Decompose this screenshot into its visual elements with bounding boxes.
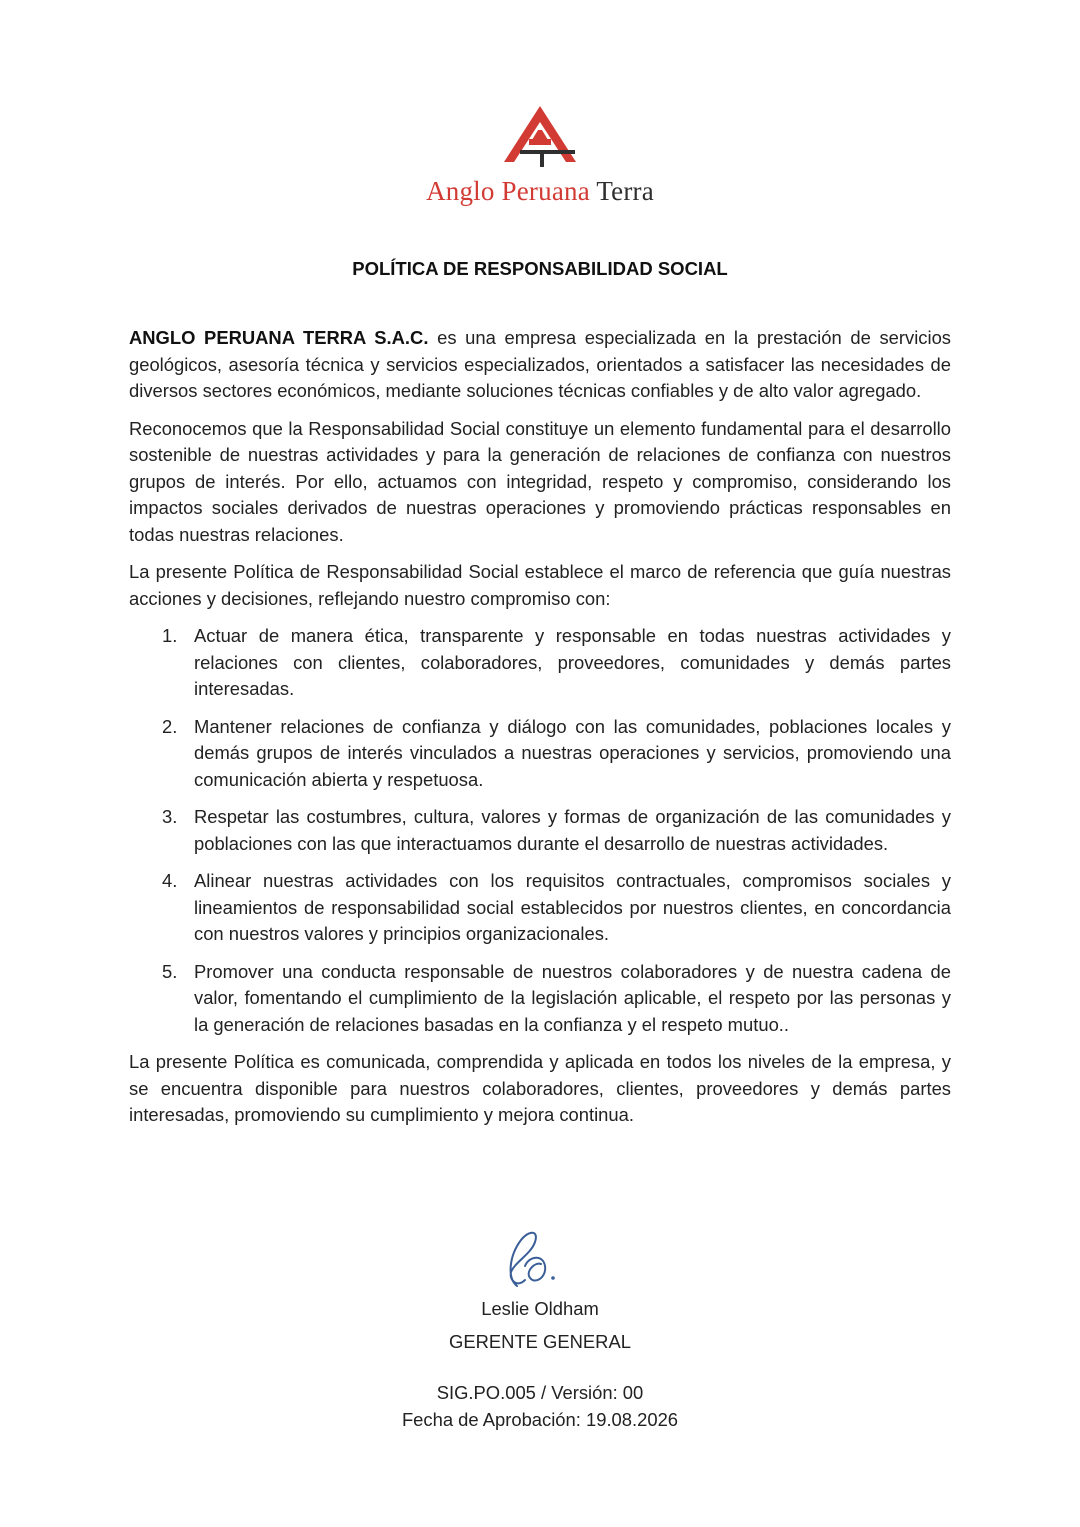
intro-paragraph [129, 325, 951, 405]
list-item-text: Promover una conducta responsable de nuestros colaboradores y de nuestra cadena de valor, fomentando el cumplimiento de la legislación aplicable, el respeto por las personas y la generación de relaciones basadas en la confianza y el respeto mutuo.. [194, 960, 951, 1035]
brand-name-dark: Terra [596, 176, 654, 206]
commitments-list [129, 623, 951, 1038]
signatory-name: Leslie Oldham [481, 1298, 599, 1319]
brand-name [0, 176, 1080, 207]
document-body [129, 325, 951, 1140]
list-item [129, 623, 951, 703]
document-metadata [0, 1380, 1080, 1433]
list-item-text: Actuar de manera ética, transparente y responsable en todas nuestras actividades y relaciones con clientes, colaboradores, proveedores, comunidades y demás partes interesadas. [194, 625, 951, 699]
list-item-text: Respetar las costumbres, cultura, valores y formas de organización de las comunidades y poblaciones con las que interactuamos durante el desarrollo de nuestras actividades. [194, 806, 951, 854]
approval-date: Fecha de Aprobación: 19.08.2026 [401, 1408, 679, 1430]
company-name: ANGLO PERUANA TERRA S.A.C. [129, 327, 429, 348]
intro-text: es una empresa especializada en la prestación de servicios geológicos, asesoría técnica y servicios especializados, orientados a satisfacer las necesidades de diversos sectores económicos, mediante soluciones técnicas confiables y de alto valor agregado. [129, 327, 951, 401]
document-code: SIG.PO.005 / Versión: 00 [436, 1382, 644, 1403]
brand-name-red: Anglo Peruana [426, 176, 590, 206]
list-item [129, 804, 951, 857]
company-logo [0, 104, 1080, 207]
list-item-text: Mantener relaciones de confianza y diálogo con las comunidades, poblaciones locales y demás grupos de interés vinculados a nuestras operaciones y servicios, promoviendo una comunicación abierta y respetuosa. [194, 715, 951, 790]
list-item-number: 1. [162, 625, 178, 646]
list-item [129, 714, 951, 794]
handwritten-signature-icon [495, 1226, 575, 1299]
list-item-number: 3. [162, 806, 178, 827]
list-item-number: 5. [162, 960, 178, 982]
paragraph-3: La presente Política de Responsabilidad Social establece el marco de referencia que guía nuestras acciones y decisiones, reflejando nuestro compromiso con: [129, 561, 951, 609]
list-item [129, 959, 951, 1039]
closing-paragraph: La presente Política es comunicada, comprendida y aplicada en todos los niveles de la empresa, y se encuentra disponible para nuestros colaboradores, clientes, proveedores y demás partes interesadas, promoviendo su cumplimiento y mejora continua. [129, 1051, 951, 1125]
list-item-number: 4. [162, 870, 178, 891]
list-item [129, 868, 951, 948]
triangle-monogram-logo-icon [500, 104, 580, 168]
list-item-number: 2. [162, 715, 178, 737]
signatory-block [0, 1292, 1080, 1358]
signatory-role: GERENTE GENERAL [449, 1331, 631, 1352]
document-title: POLÍTICA DE RESPONSABILIDAD SOCIAL [352, 258, 728, 279]
paragraph-2: Reconocemos que la Responsabilidad Social constituye un elemento fundamental para el desarrollo sostenible de nuestras actividades y para la generación de relaciones de confianza con nuestros grupos de interés. Por ello, actuamos con integridad, respeto y compromiso, considerando los impactos sociales derivados de nuestras operaciones y promoviendo prácticas responsables en todas nuestras relaciones. [129, 417, 951, 545]
list-item-text: Alinear nuestras actividades con los requisitos contractuales, compromisos sociales y lineamientos de responsabilidad social establecidos por nuestros clientes, en concordancia con nuestros valores y principios organizacionales. [194, 870, 951, 944]
